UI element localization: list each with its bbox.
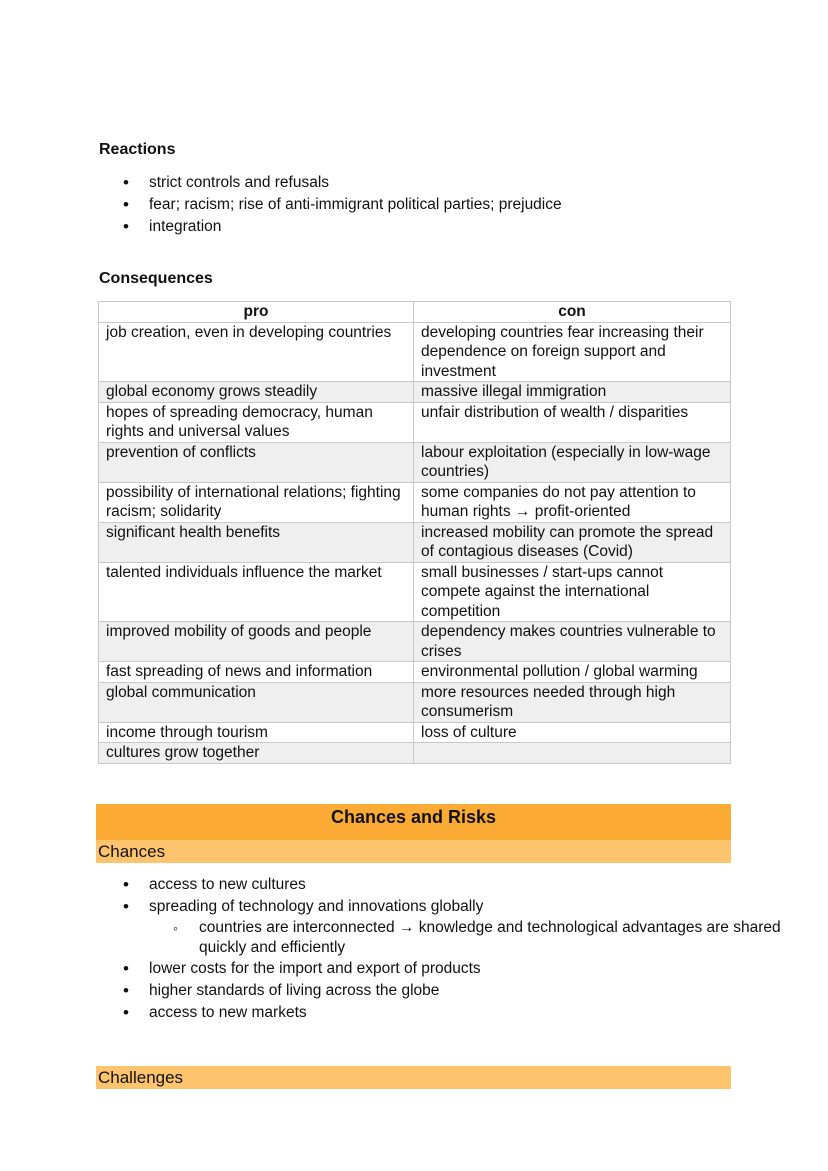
list-item: • strict controls and refusals [99, 172, 562, 194]
con-cell: environmental pollution / global warming [414, 662, 731, 683]
con-cell: unfair distribution of wealth / disparities [414, 402, 731, 442]
pro-cell: global economy grows steadily [99, 382, 414, 403]
list-item: • higher standards of living across the globe [99, 980, 828, 1002]
table-row [99, 482, 731, 522]
table-row [99, 722, 731, 743]
con-cell: massive illegal immigration [414, 382, 731, 403]
table-row [99, 322, 731, 382]
pro-cell: prevention of conflicts [99, 442, 414, 482]
section-banner: Chances and Risks [96, 804, 731, 840]
con-cell [414, 743, 731, 764]
list-item: • lower costs for the import and export of products [99, 958, 828, 980]
con-cell: small businesses / start-ups cannot compete against the international competition [414, 562, 731, 622]
pro-cell: global communication [99, 682, 414, 722]
sub-list [149, 918, 828, 958]
table-row [99, 622, 731, 662]
reactions-heading: Reactions [99, 141, 176, 158]
pro-cell: fast spreading of news and information [99, 662, 414, 683]
table-row [99, 682, 731, 722]
list-item [99, 896, 828, 958]
pro-cell: cultures grow together [99, 743, 414, 764]
list-item: • access to new markets [99, 1002, 828, 1024]
list-item-text: spreading of technology and innovations globally [149, 898, 484, 915]
table-row [99, 662, 731, 683]
consequences-heading: Consequences [99, 270, 213, 287]
con-cell: dependency makes countries vulnerable to crises [414, 622, 731, 662]
challenges-subheading: Challenges [96, 1066, 731, 1089]
column-header-pro: pro [99, 302, 414, 323]
pro-cell: hopes of spreading democracy, human rights and universal values [99, 402, 414, 442]
pro-cell: job creation, even in developing countries [99, 322, 414, 382]
sub-list-item: ◦ countries are interconnected → knowledge and technological advantages are shared quickly and efficiently [99, 918, 828, 958]
chances-list [99, 874, 828, 1024]
con-cell: developing countries fear increasing their dependence on foreign support and investment [414, 322, 731, 382]
pro-cell: significant health benefits [99, 522, 414, 562]
con-cell: increased mobility can promote the spread of contagious diseases (Covid) [414, 522, 731, 562]
table-row [99, 442, 731, 482]
pro-cell: possibility of international relations; fighting racism; solidarity [99, 482, 414, 522]
pro-cell: income through tourism [99, 722, 414, 743]
con-cell: loss of culture [414, 722, 731, 743]
table-row [99, 743, 731, 764]
list-item: • fear; racism; rise of anti-immigrant political parties; prejudice [99, 194, 562, 216]
con-cell: more resources needed through high consumerism [414, 682, 731, 722]
table-row [99, 562, 731, 622]
chances-subheading: Chances [96, 840, 731, 863]
reactions-list [99, 172, 562, 238]
list-item: • integration [99, 216, 562, 238]
table-row [99, 382, 731, 403]
table-row [99, 402, 731, 442]
pro-cell: improved mobility of goods and people [99, 622, 414, 662]
list-item: • access to new cultures [99, 874, 828, 896]
con-cell: some companies do not pay attention to human rights → profit-oriented [414, 482, 731, 522]
pro-cell: talented individuals influence the market [99, 562, 414, 622]
consequences-table [98, 301, 731, 764]
con-cell: labour exploitation (especially in low-wage countries) [414, 442, 731, 482]
column-header-con: con [414, 302, 731, 323]
table-row [99, 522, 731, 562]
